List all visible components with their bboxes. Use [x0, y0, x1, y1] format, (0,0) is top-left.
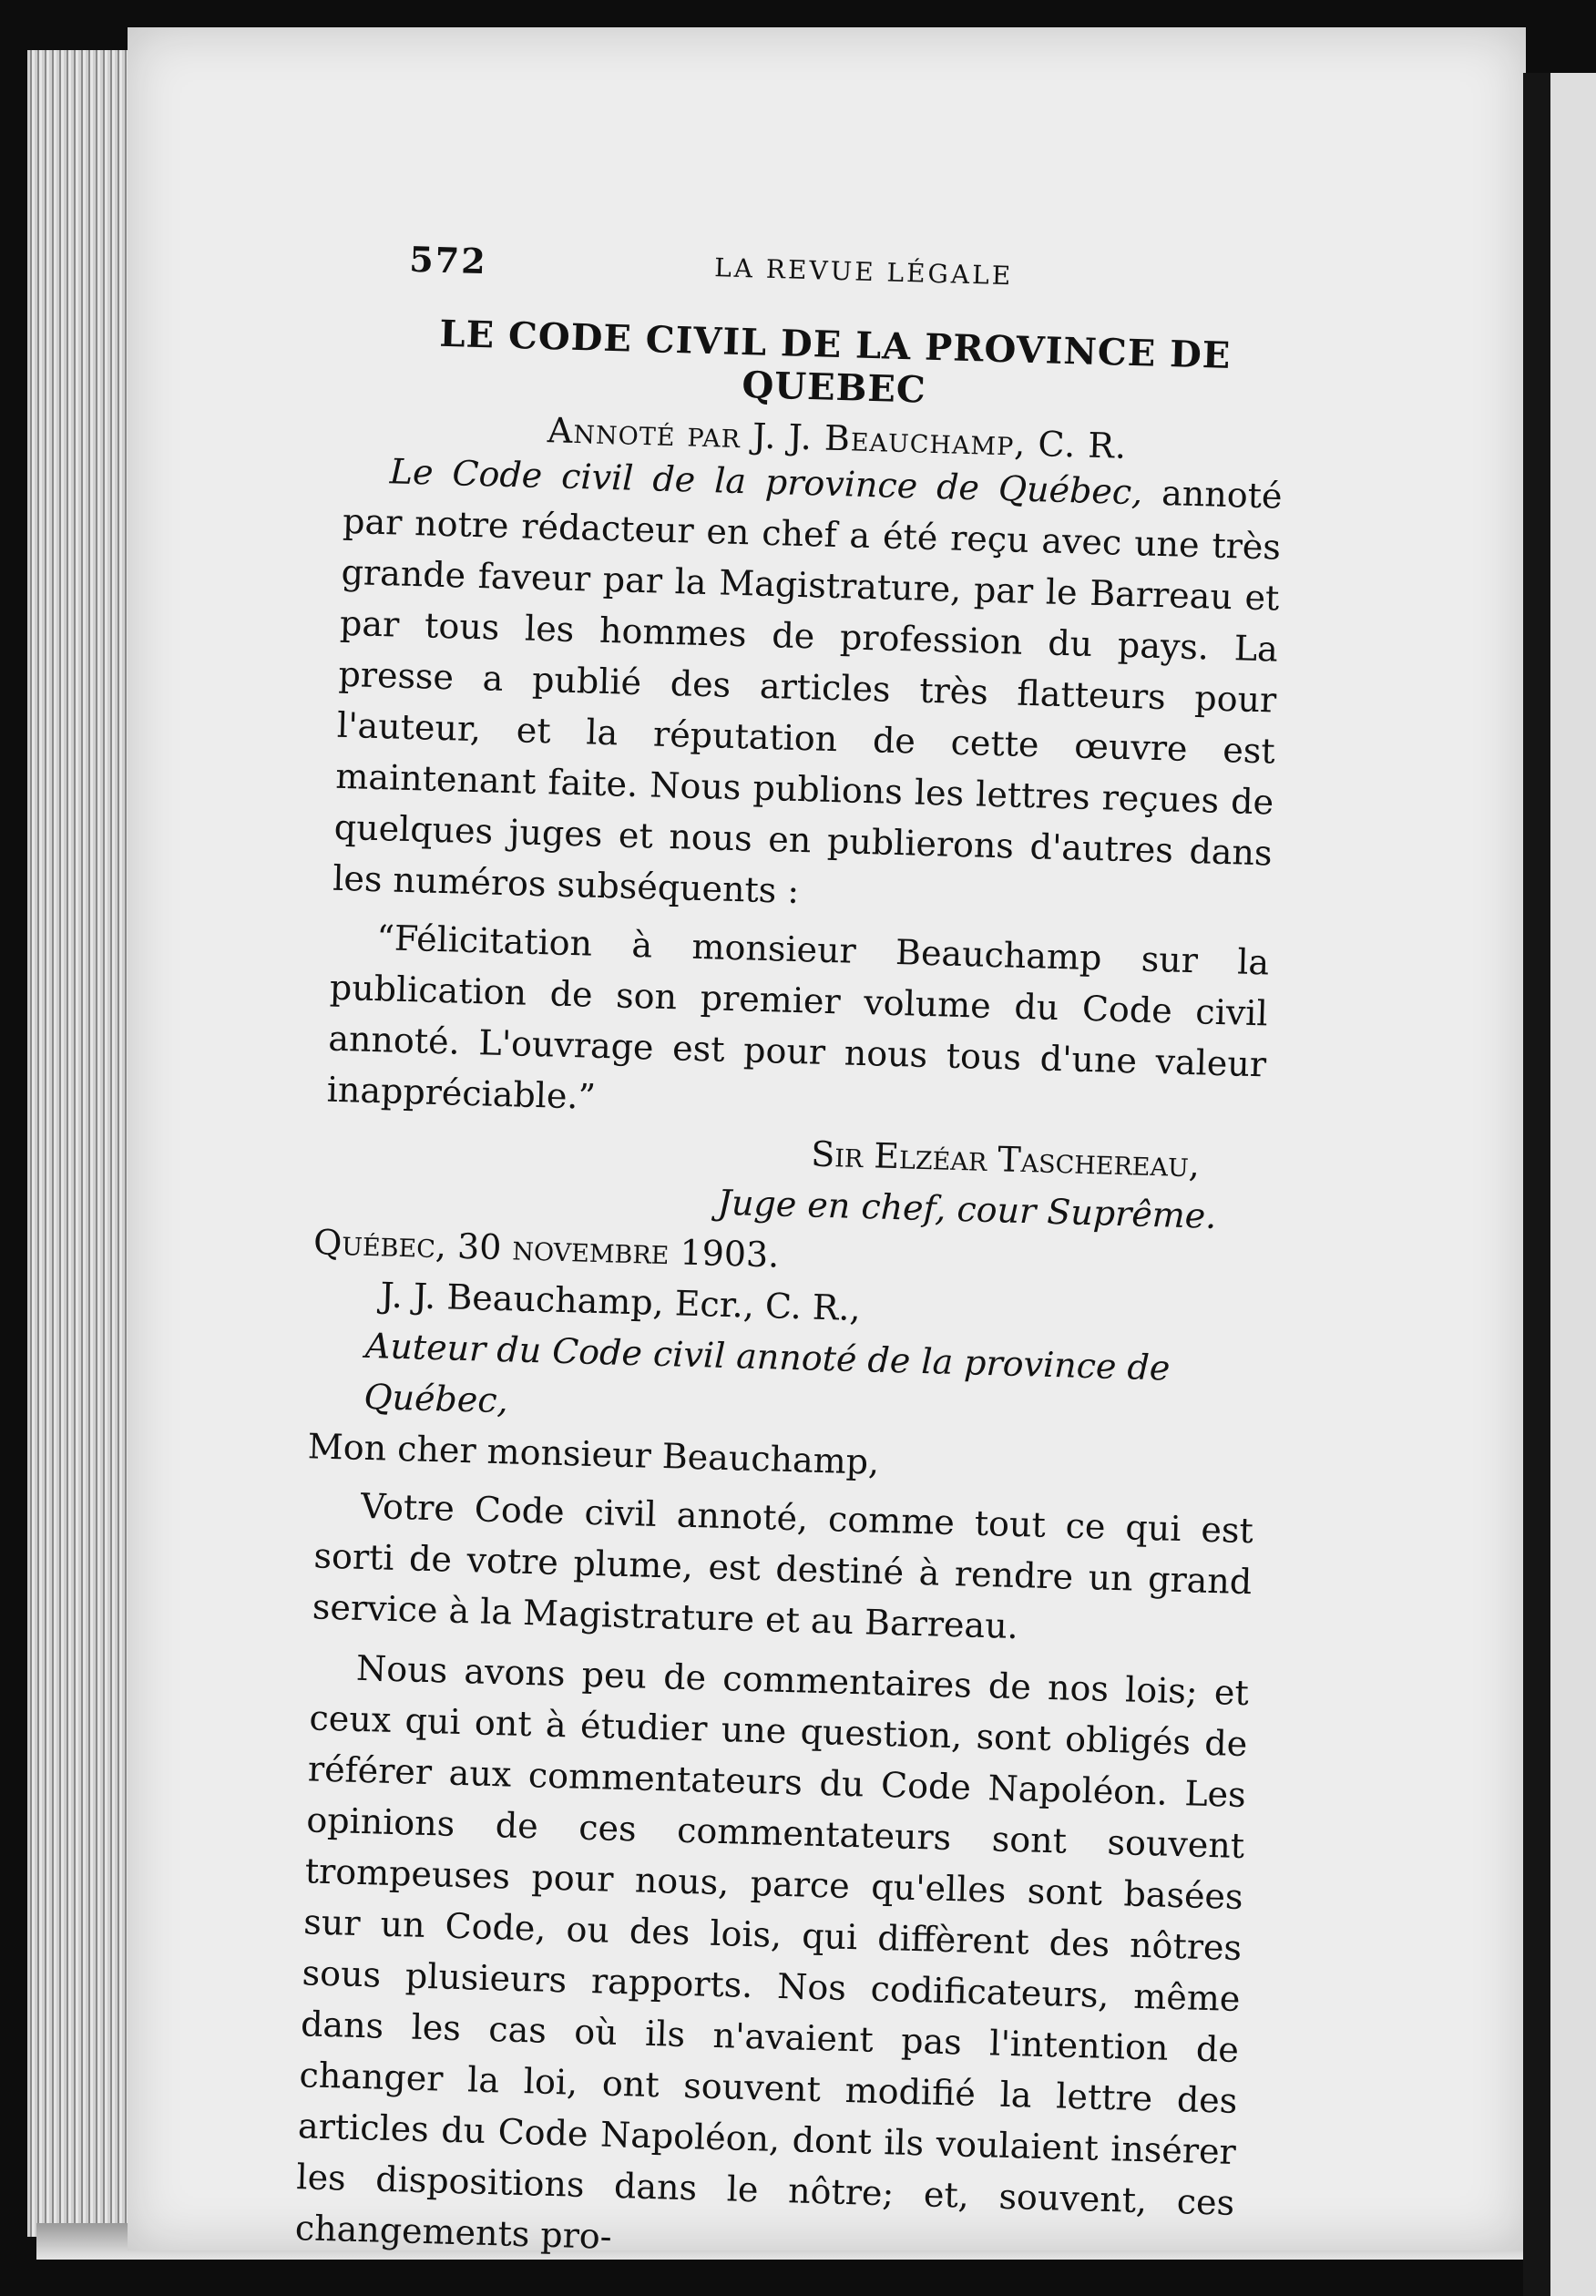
- article-title: LE CODE CIVIL DE LA PROVINCE DE QUEBEC: [438, 312, 1232, 412]
- quote-signature-title: Juge en chef, cour Suprême.: [717, 1182, 1217, 1236]
- intro-paragraph: [332, 445, 1284, 930]
- article-subtitle: Annoté par J. J. Beauchamp, C. R.: [547, 410, 1128, 466]
- letter-salutation: Mon cher monsieur Beauchamp,: [307, 1426, 880, 1482]
- quoted-letter: “Félicitation à monsieur Beauchamp sur la publication de son premier volume du Code civil annoté. L'ouvrage est pour nous tous d'une valeur inappréciable.”: [326, 917, 1270, 1117]
- letter-addressee: J. J. Beauchamp, Ecr., C. R.,: [379, 1275, 862, 1329]
- intro-text: annoté par notre rédacteur en chef a été reçu avec une très grande faveur par la Magistrature, par le Barreau et par tous les hommes de profession du pays. La presse a publié des articles très flatteurs pour l'auteur, et la réputation de cette œuvre est maintenant faite. Nous publions les lettres reçues de quelques juges et nous en publierons d'autres dans les numéros subséquents :: [332, 472, 1284, 912]
- right-margin-strip: [1550, 73, 1596, 2296]
- letter-paragraph: Nous avons peu de commentaires de nos lois; et ceux qui ont à étudier une question, sont obligés de référer aux commentateurs du Code Napoléon. Les opinions de ces commentateurs sont souvent trompeuses pour nous, parce qu'elles sont basées sur un Code, ou des lois, qui diffèrent des nôtres sous plusieurs rapports. Nos codificateurs, même dans les cas où ils n'avaient pas l'intention de changer la loi, ont souvent modifié la lettre des articles du Code Napoléon, dont ils voulaient insérer les dispositions dans le nôtre; et, souvent, ces changements pro-: [294, 1647, 1250, 2257]
- running-head-title: LA REVUE LÉGALE: [713, 252, 1014, 292]
- quote-signature-name: Sir Elzéar Taschereau,: [810, 1133, 1201, 1185]
- right-margin-bar: [1523, 73, 1550, 2296]
- letter-dateline: Québec, 30 novembre 1903.: [312, 1222, 780, 1276]
- letter-paragraph: Votre Code civil annoté, comme tout ce qui est sorti de votre plume, est destiné à rendre un grand service à la Magistrature et au Barreau.: [312, 1485, 1254, 1647]
- page-number: 572: [408, 238, 488, 282]
- intro-italic-title: Le Code civil de la province de Québec,: [389, 451, 1143, 513]
- page-content: [294, 237, 1289, 2289]
- letter-addressee-title: Auteur du Code civil annoté de la province de Québec,: [363, 1325, 1171, 1421]
- book-page-edges: [27, 50, 139, 2237]
